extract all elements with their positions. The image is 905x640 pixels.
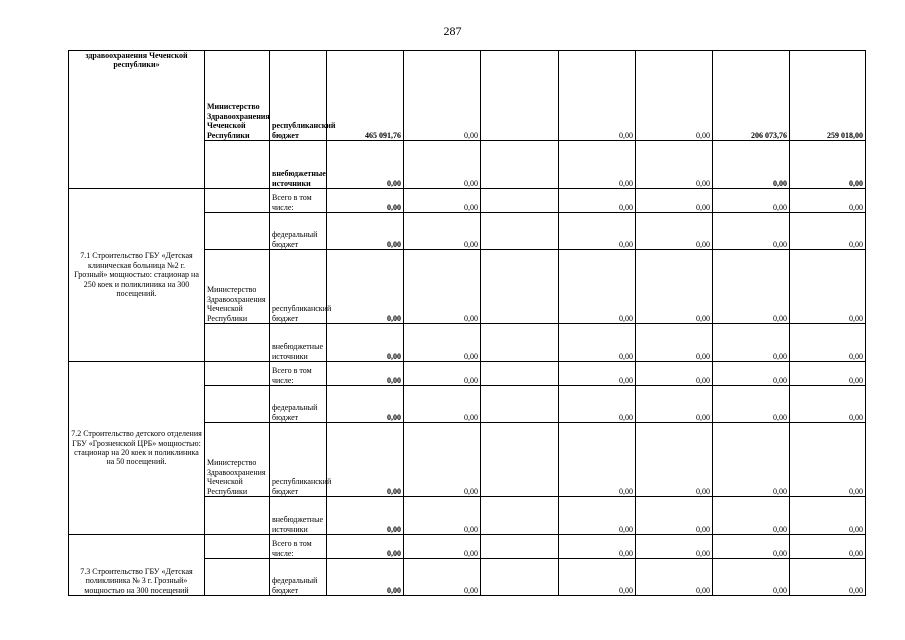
value-cell: 0,00 — [559, 423, 636, 497]
executor-cell: Министерство Здравоохранения Чеченской Республики — [205, 250, 270, 324]
value-cell: 0,00 — [559, 362, 636, 386]
value-cell: 0,00 — [404, 362, 481, 386]
program-name-cell: здравоохранения Чеченской республики» — [69, 51, 205, 189]
value-cell: 0,00 — [713, 324, 790, 362]
value-cell: 0,00 — [790, 213, 866, 250]
value-cell: 0,00 — [404, 497, 481, 535]
value-cell: 0,00 — [327, 423, 404, 497]
value-cell: 0,00 — [790, 386, 866, 423]
value-cell: 0,00 — [327, 497, 404, 535]
value-cell: 0,00 — [327, 324, 404, 362]
value-cell — [481, 324, 559, 362]
value-cell: 0,00 — [713, 386, 790, 423]
value-cell: 0,00 — [636, 141, 713, 189]
value-cell: 0,00 — [327, 189, 404, 213]
value-cell: 206 073,76 — [713, 51, 790, 141]
value-cell — [481, 497, 559, 535]
value-cell: 0,00 — [790, 362, 866, 386]
value-cell: 0,00 — [327, 141, 404, 189]
value-cell: 0,00 — [636, 51, 713, 141]
value-cell: 0,00 — [327, 250, 404, 324]
value-cell: 0,00 — [404, 423, 481, 497]
value-cell: 0,00 — [559, 324, 636, 362]
value-cell: 0,00 — [559, 250, 636, 324]
value-cell: 0,00 — [636, 362, 713, 386]
executor-cell — [205, 497, 270, 535]
value-cell: 0,00 — [327, 386, 404, 423]
value-cell: 0,00 — [559, 386, 636, 423]
value-cell: 0,00 — [713, 213, 790, 250]
value-cell: 0,00 — [327, 362, 404, 386]
section-name-cell: 7.2 Строительство детского отделения ГБУ «Грозненской ЦРБ» мощностью: стационар на 20 коек и поликлиника на 50 посещений. — [69, 362, 205, 535]
section-name-cell: 7.3 Строительство ГБУ «Детская поликлиника № 3 г. Грозный» мощностью на 300 посещений — [69, 535, 205, 596]
value-cell: 0,00 — [559, 213, 636, 250]
value-cell: 259 018,00 — [790, 51, 866, 141]
funding-source-cell: Всего в том числе: — [270, 535, 327, 559]
executor-cell — [205, 535, 270, 559]
funding-source-cell: республиканский бюджет — [270, 250, 327, 324]
value-cell: 0,00 — [559, 535, 636, 559]
value-cell — [481, 213, 559, 250]
value-cell: 0,00 — [636, 423, 713, 497]
value-cell: 0,00 — [636, 535, 713, 559]
executor-cell: Министерство Здравоохранения Чеченской Республики — [205, 51, 270, 141]
value-cell: 0,00 — [327, 213, 404, 250]
value-cell: 0,00 — [713, 141, 790, 189]
value-cell: 0,00 — [404, 51, 481, 141]
table-row — [69, 189, 866, 213]
funding-source-cell: внебюджетные источники — [270, 497, 327, 535]
value-cell — [481, 189, 559, 213]
value-cell: 0,00 — [790, 423, 866, 497]
value-cell: 0,00 — [404, 141, 481, 189]
funding-source-cell: внебюджетные источники — [270, 324, 327, 362]
table-row — [69, 535, 866, 559]
value-cell — [481, 250, 559, 324]
value-cell: 0,00 — [636, 213, 713, 250]
value-cell: 0,00 — [327, 535, 404, 559]
value-cell: 0,00 — [404, 213, 481, 250]
value-cell: 0,00 — [404, 324, 481, 362]
funding-source-cell: федеральный бюджет — [270, 386, 327, 423]
value-cell: 0,00 — [713, 250, 790, 324]
executor-cell — [205, 362, 270, 386]
funding-source-cell: республиканский бюджет — [270, 423, 327, 497]
value-cell: 0,00 — [790, 324, 866, 362]
section-name-cell: 7.1 Строительство ГБУ «Детская клиническая больница №2 г. Грозный» мощностью: стационар на 250 коек и поликлиника на 300 посещений. — [69, 189, 205, 362]
budget-table — [68, 50, 866, 596]
value-cell: 0,00 — [790, 497, 866, 535]
value-cell: 0,00 — [559, 559, 636, 596]
value-cell — [481, 423, 559, 497]
value-cell — [481, 51, 559, 141]
executor-cell — [205, 189, 270, 213]
executor-cell — [205, 386, 270, 423]
executor-cell — [205, 559, 270, 596]
value-cell: 0,00 — [790, 559, 866, 596]
executor-cell: Министерство Здравоохранения Чеченской Республики — [205, 423, 270, 497]
value-cell: 0,00 — [404, 250, 481, 324]
funding-source-cell: федеральный бюджет — [270, 559, 327, 596]
value-cell: 0,00 — [404, 189, 481, 213]
table-row — [69, 362, 866, 386]
funding-source-cell: Всего в том числе: — [270, 189, 327, 213]
value-cell: 0,00 — [404, 535, 481, 559]
value-cell — [481, 559, 559, 596]
table-row — [69, 51, 866, 141]
value-cell: 0,00 — [713, 535, 790, 559]
value-cell: 0,00 — [713, 423, 790, 497]
funding-source-cell: республиканский бюджет — [270, 51, 327, 141]
value-cell: 0,00 — [559, 497, 636, 535]
value-cell: 0,00 — [636, 189, 713, 213]
value-cell — [481, 535, 559, 559]
value-cell: 465 091,76 — [327, 51, 404, 141]
value-cell: 0,00 — [636, 324, 713, 362]
executor-cell — [205, 324, 270, 362]
value-cell: 0,00 — [404, 386, 481, 423]
value-cell: 0,00 — [713, 362, 790, 386]
value-cell: 0,00 — [713, 497, 790, 535]
executor-cell — [205, 141, 270, 189]
value-cell: 0,00 — [636, 386, 713, 423]
value-cell: 0,00 — [559, 141, 636, 189]
value-cell: 0,00 — [327, 559, 404, 596]
page-number: 287 — [443, 24, 462, 38]
value-cell: 0,00 — [790, 535, 866, 559]
value-cell: 0,00 — [713, 559, 790, 596]
value-cell: 0,00 — [636, 497, 713, 535]
funding-source-cell: Всего в том числе: — [270, 362, 327, 386]
value-cell — [481, 362, 559, 386]
value-cell: 0,00 — [636, 559, 713, 596]
value-cell: 0,00 — [404, 559, 481, 596]
value-cell: 0,00 — [559, 189, 636, 213]
executor-cell — [205, 213, 270, 250]
funding-source-cell: федеральный бюджет — [270, 213, 327, 250]
value-cell: 0,00 — [713, 189, 790, 213]
value-cell: 0,00 — [790, 141, 866, 189]
value-cell — [481, 386, 559, 423]
value-cell — [481, 141, 559, 189]
value-cell: 0,00 — [636, 250, 713, 324]
value-cell: 0,00 — [790, 189, 866, 213]
funding-source-cell: внебюджетные источники — [270, 141, 327, 189]
value-cell: 0,00 — [559, 51, 636, 141]
value-cell: 0,00 — [790, 250, 866, 324]
